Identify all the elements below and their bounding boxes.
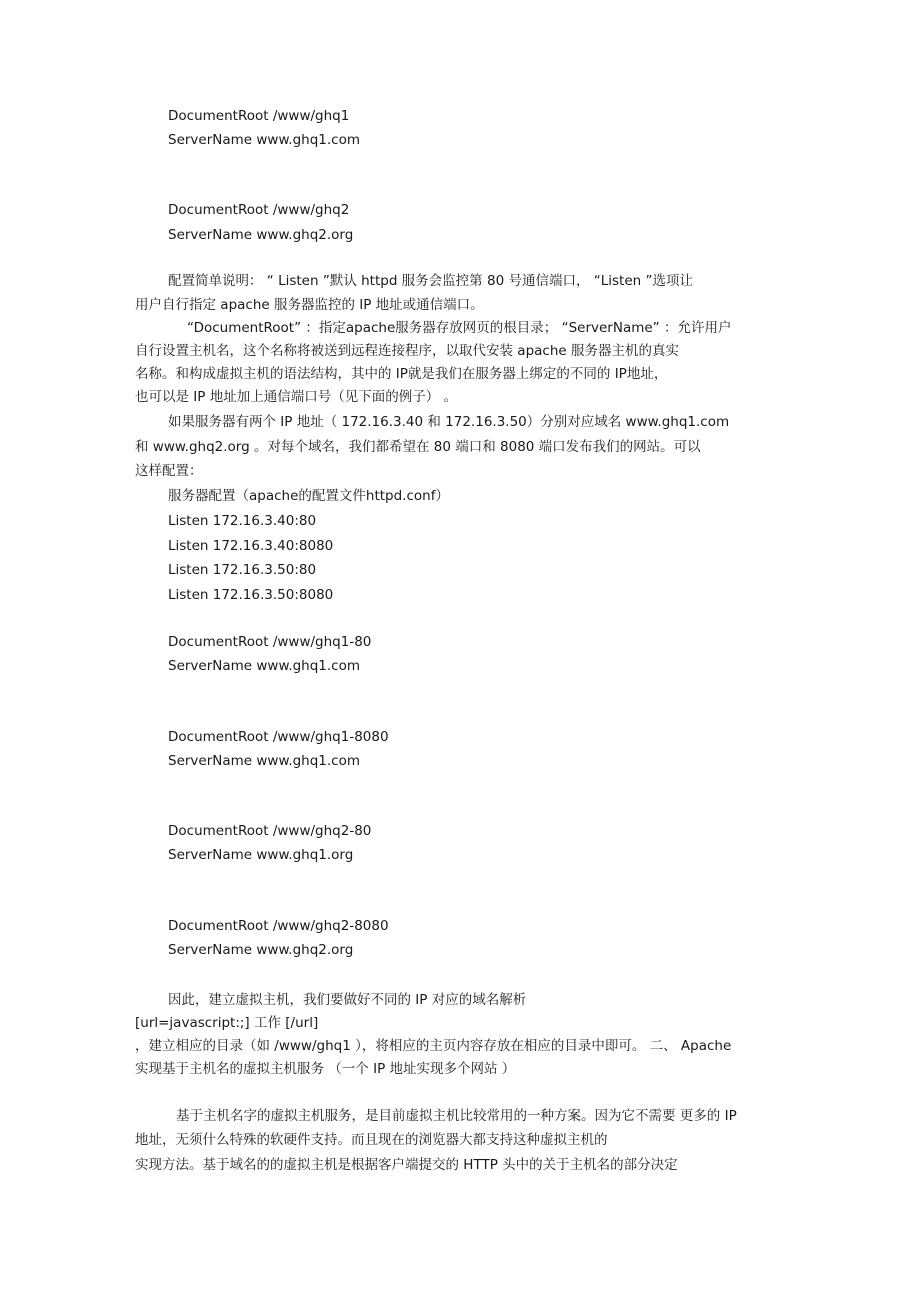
text-line: ServerName www.ghq1.com [168,658,360,674]
text-line: 实现方法。基于域名的的虚拟主机是根据客户端提交的 HTTP 头中的关于主机名的部分决定 [135,1157,678,1173]
text-line: ServerName www.ghq1.org [168,847,354,863]
text-line: ServerName www.ghq2.org [168,942,354,958]
text-line: Listen 172.16.3.40:8080 [168,538,334,554]
text-line: DocumentRoot /www/ghq1-80 [168,634,372,650]
text-line: Listen 172.16.3.40:80 [168,513,317,529]
text-line: [url=javascript:;] 工作 [/url] [135,1015,319,1031]
text-line: Listen 172.16.3.50:80 [168,562,317,578]
text-line: 用户自行指定 apache 服务器监控的 IP 地址或通信端口。 [135,297,484,313]
text-line: ServerName www.ghq2.org [168,227,354,243]
text-line: 和 www.ghq2.org 。对每个域名，我们都希望在 80 端口和 8080 端口发布我们的网站。可以 [135,439,701,455]
text-line: DocumentRoot /www/ghq1 [168,108,350,124]
text-line: ，建立相应的目录（如 /www/ghq1 ），将相应的主页内容存放在相应的目录中即可。 二、 Apache [135,1038,732,1054]
text-line: ServerName www.ghq1.com [168,132,360,148]
text-line: 这样配置： [135,463,203,479]
text-line: 自行设置主机名，这个名称将被送到远程连接程序，以取代安装 apache 服务器主机的真实 [135,343,679,359]
text-line: 因此，建立虚拟主机，我们要做好不同的 IP 对应的域名解析 [168,992,527,1008]
text-line: 实现基于主机名的虚拟主机服务 （一个 IP 地址实现多个网站 ） [135,1061,516,1077]
text-line: 地址，无须什么特殊的软硬件支持。而且现在的浏览器大都支持这种虚拟主机的 [135,1132,608,1148]
text-line: “DocumentRoot” ：指定apache服务器存放网页的根目录； “ServerName” ：允许用户 [187,320,732,336]
text-line: 配置简单说明： “ Listen ”默认 httpd 服务会监控第 80 号通信端口， “Listen ”选项让 [168,273,693,289]
text-line: 也可以是 IP 地址加上通信端口号（见下面的例子） 。 [135,389,457,405]
text-line: DocumentRoot /www/ghq2-8080 [168,918,389,934]
text-line: DocumentRoot /www/ghq1-8080 [168,729,389,745]
text-line: 服务器配置（apache的配置文件httpd.conf） [168,488,449,504]
text-line: 名称。和构成虚拟主机的语法结构，其中的 IP就是我们在服务器上绑定的不同的 IP地址， [135,366,668,382]
text-line: Listen 172.16.3.50:8080 [168,587,334,603]
text-line: 如果服务器有两个 IP 地址（ 172.16.3.40 和 172.16.3.50）分别对应域名 www.ghq1.com [168,414,730,430]
text-line: ServerName www.ghq1.com [168,753,360,769]
text-line: DocumentRoot /www/ghq2-80 [168,823,372,839]
text-line: 基于主机名字的虚拟主机服务，是目前虚拟主机比较常用的一种方案。因为它不需要 更多的 IP [176,1108,737,1124]
text-line: DocumentRoot /www/ghq2 [168,202,350,218]
